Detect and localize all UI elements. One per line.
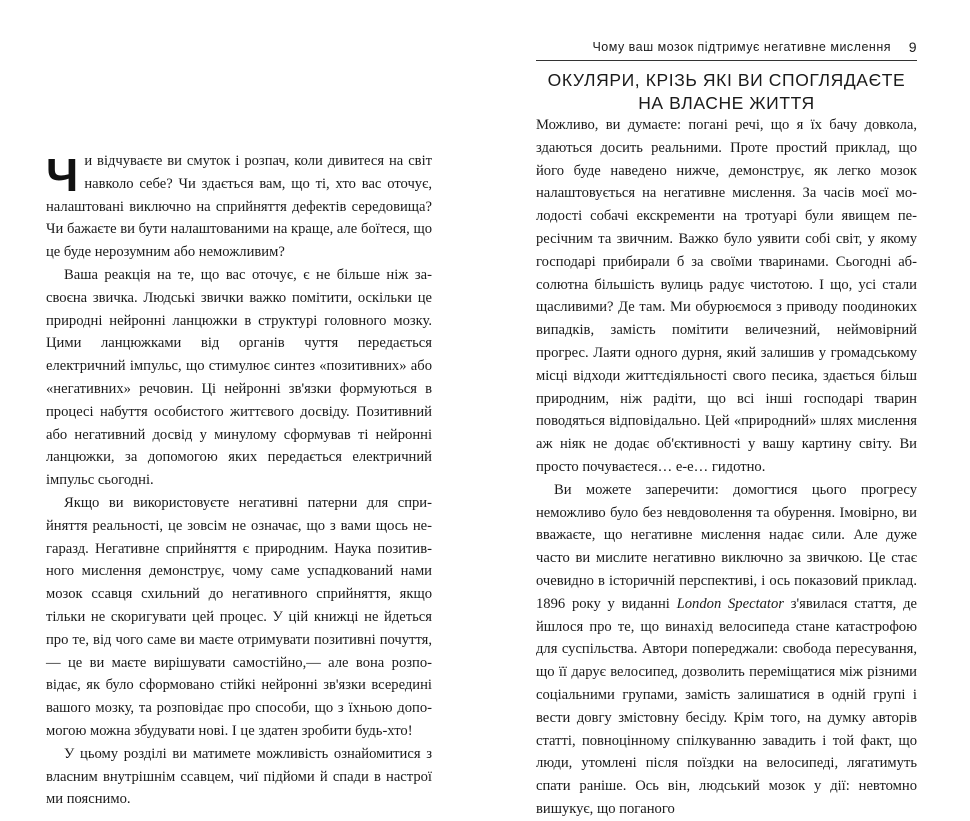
- drop-cap: Ч: [46, 149, 79, 201]
- section-title-line-1: ОКУЛЯРИ, КРІЗЬ ЯКІ ВИ СПОГЛЯДАЄТЕ: [547, 70, 906, 90]
- page-number: 9: [908, 39, 917, 55]
- left-paragraph-1: [46, 150, 432, 264]
- right-body-text: [536, 114, 917, 821]
- left-paragraph-1-text: и відчуваєте ви смуток і розпач, коли дивитеся на світ навколо себе? Чи здається вам, що ті, хто вас оточує, налаштовані виключно на сприйняття дефектів середовища? Чи бажаєте ви бути налаштованими на краще, але боїтеся, що це буде нерозумним або неможливим?: [46, 153, 432, 261]
- left-paragraph-4: У цьому розділі ви матимете можливість ознайомитися з власним внутрішнім ссавцем, чиї підйоми й спади в настрої ми пояснимо.: [46, 745, 432, 808]
- right-paragraph-2-text-a: Ви можете заперечити: домогтися цього прогресу неможливо було без невдоволення та обурення. Імовірно, ви вважаєте, що негативне мислення надає сили. Але дуже часто ви мислите негативно виключно за звичкою. Це стає очевидно в історичній перспективі, і ось показовий приклад. 1896 року у виданні: [536, 481, 917, 612]
- left-paragraph-2: Ваша реакція на те, що вас оточує, є не більше ніж засвоєна звичка. Людські звички важко помітити, оскільки це природні нейронні ланцюжки в структурі головного мозку. Цими ланцюжками від органів чуття передається електричний імпульс, що стимулює синтез «позитивних» або «негативних» речовин. Ці нейронні зв'язки формуються в процесі набуття особистого життєвого досвіду. Позитивний або негативний досвід у минулому сформував ті нейронні ланцюжки, за допомогою яких передається електричний імпульс сьогодні.: [46, 266, 432, 489]
- section-title-line-2: НА ВЛАСНЕ ЖИТТЯ: [638, 93, 815, 113]
- left-body-text: [46, 150, 432, 811]
- publication-name: London Spectator: [676, 595, 784, 612]
- running-title: Чому ваш мозок підтримує негативне мислення: [592, 40, 891, 54]
- right-paragraph-2-text-b: з'явилася стаття, де йшлося про те, що винахід велосипеда стане катастрофою для суспільства. Автори попереджали: свобода пересування, що її дарує велосипед, дозволить переміщатися між різними соціальними групами, замість залишатися в одній групі і вести довгу змістовну бесіду. Крім того, на думку авторів статті, повноцінному спілкуванню завадить і той факт, що люди, утомлені після поїздки на велосипеді, лягатимуть спати раніше. Ось він, людський мозок у дії: невтомно вишукує, що поганого: [536, 595, 917, 817]
- right-page: [536, 0, 917, 817]
- right-paragraph-2: [536, 479, 917, 821]
- right-paragraph-1: Можливо, ви думаєте: погані речі, що я їх бачу довкола, здаються досить реальними. Проте простий приклад, що його буде наведено нижче, демонструє, як легко мозок налаштовується на негативне мислення. За часів моєї молодості собачі екскременти на тротуарі були явищем пересічним та звичним. Важко було уявити собі світ, у якому господарі прибирали б за своїми тваринами. Сьогодні абсолютна більшість вулиць радує чистотою. І що, усі стали щасливими? Де там. Ми обурюємося з приводу поодиноких випадків, замість помітити величезний, неймовірний прогрес. Лаяти одного дурня, який залишив у громадському місці відходи життєдіяльності свого песика, здається більш природним, ніж радіти, що всі інші господарі тварин поводяться відповідально. Цей «природний» шлях мислення аж ніяк не додає об'єктивності у вашу картину світу. Ви просто почуваєтеся… е-е… гидотно.: [536, 117, 917, 475]
- running-header: [536, 38, 917, 61]
- section-title: [536, 69, 917, 115]
- left-page: [46, 0, 432, 808]
- left-paragraph-3: Якщо ви використовуєте негативні патерни для сприйняття реальності, це зовсім не означає, що з вами щось негаразд. Негативне сприйняття є природним. Наука позитивного мислення демонструє, чому саме успадкований нами мозок ссавця схильний до негативного сприйняття, якщо тільки не скоригувати цей процес. У цій книжці не йдеться про те, від чого саме ви маєте отримувати позитивні почуття,— це ви маєте вирішувати самостійно,— але вона розповідає, як було сформовано стійкі нейронні зв'язки всередині вашого мозку, та розповідає про способи, що з їхньою допомогою можна збудувати нові. І це здатен зробити будь-хто!: [46, 494, 432, 739]
